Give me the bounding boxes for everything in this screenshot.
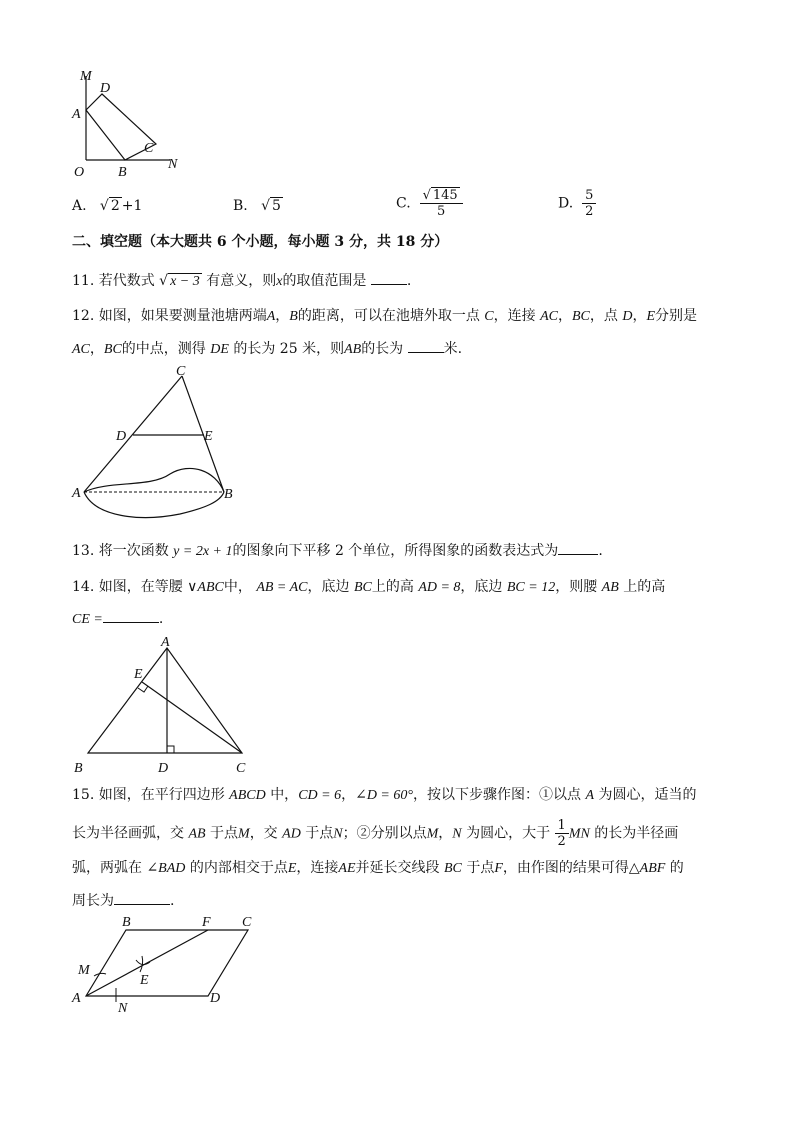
label-M: M [78, 963, 90, 978]
question-11: 11. 若代数式 √ x − 3 有意义，则x的取值范围是 . [72, 270, 411, 292]
label-N: N [118, 1001, 128, 1016]
answer-blank [558, 540, 598, 555]
sqrt-icon: √ 2 [99, 198, 120, 214]
side-CB [182, 376, 224, 492]
question-15-line3: 弧，两弧在 ∠BAD 的内部相交于点E，连接AE并延长交线段 BC 于点F，由作图的结果可得△ABF 的 [72, 860, 684, 876]
option-d: D. $\frac{5}{2}$ [558, 188, 596, 219]
right-angle-mark-D [167, 746, 174, 753]
q10-figure [70, 62, 190, 182]
label-O: O [74, 165, 85, 180]
sqrt-icon: √ 5 [261, 198, 281, 214]
answer-blank [408, 338, 444, 353]
question-15-line2: 长为半径画弧，交 AB 于点M，交 AD 于点N；②分别以点M，N 为圆心，大于 $\frac{1}{2}$ MN 的长为半径画 [72, 818, 679, 849]
label-B: B [224, 487, 233, 502]
sqrt-icon: √ [422, 188, 431, 203]
label-E: E [204, 429, 213, 444]
answer-blank [114, 890, 170, 905]
label-B: B [122, 915, 131, 930]
label-F: F [202, 915, 211, 930]
q15-figure [70, 910, 270, 1020]
label-D: D [116, 429, 127, 444]
label-D: D [100, 81, 111, 96]
label-M: M [80, 69, 92, 84]
right-angle-mark-E [138, 686, 148, 692]
section-title: 二、填空题（本大题共 6 个小题，每小题 3 分，共 18 分） [72, 234, 449, 250]
label-B: B [74, 761, 83, 776]
label-E: E [140, 973, 149, 988]
label-C: C [236, 761, 246, 776]
option-b: B. √ 5 [233, 195, 283, 217]
side-CA [84, 376, 182, 492]
label-D: D [158, 761, 169, 776]
answer-blank [371, 270, 407, 285]
question-14-line1: 14. 如图，在等腰 ∨ABC中， AB = AC，底边 BC上的高 AD = 8，底边 BC = 12，则腰 AB 上的高 [72, 579, 666, 595]
question-12-line2: AC，BC的中点，测得 DE 的长为 25 米，则AB的长为 米. [72, 338, 462, 360]
altitude-CE [142, 682, 242, 753]
parallelogram-ABCD [86, 930, 248, 996]
label-A: A [72, 486, 81, 501]
option-a: A. √ 2 +1 [72, 195, 142, 217]
label-C: C [176, 364, 186, 379]
answer-blank [103, 608, 159, 623]
question-12-line1: 12. 如图，如果要测量池塘两端A，B的距离，可以在池塘外取一点 C，连接 AC，BC，点 D，E分别是 [72, 308, 698, 324]
label-D: D [210, 991, 221, 1006]
label-B: B [118, 165, 127, 180]
question-15-line4: 周长为 . [72, 890, 174, 911]
label-C: C [144, 141, 154, 156]
pond-top-outline [84, 468, 224, 492]
pond-bottom-outline [84, 492, 224, 518]
question-15-line1: 15. 如图，在平行四边形 ABCD 中，CD = 6，∠D = 60°，按以下步骤作图：①以点 A 为圆心，适当的 [72, 787, 697, 803]
label-A: A [72, 107, 81, 122]
question-13: 13. 将一次函数 y = 2x + 1的图象向下平移 2 个单位，所得图象的函数表达式为 . [72, 540, 603, 562]
option-c: C. $\frac{√ 145}{5}$ [396, 188, 463, 219]
q14-figure [70, 632, 260, 780]
arc-M [94, 973, 106, 976]
q12-figure [70, 362, 240, 532]
label-A: A [161, 635, 170, 650]
label-A: A [72, 991, 81, 1006]
label-N: N [168, 157, 178, 172]
sqrt-icon: √ x − 3 [159, 273, 200, 289]
label-E: E [134, 667, 143, 682]
question-14-line2: CE = . [72, 608, 163, 630]
label-C: C [242, 915, 252, 930]
